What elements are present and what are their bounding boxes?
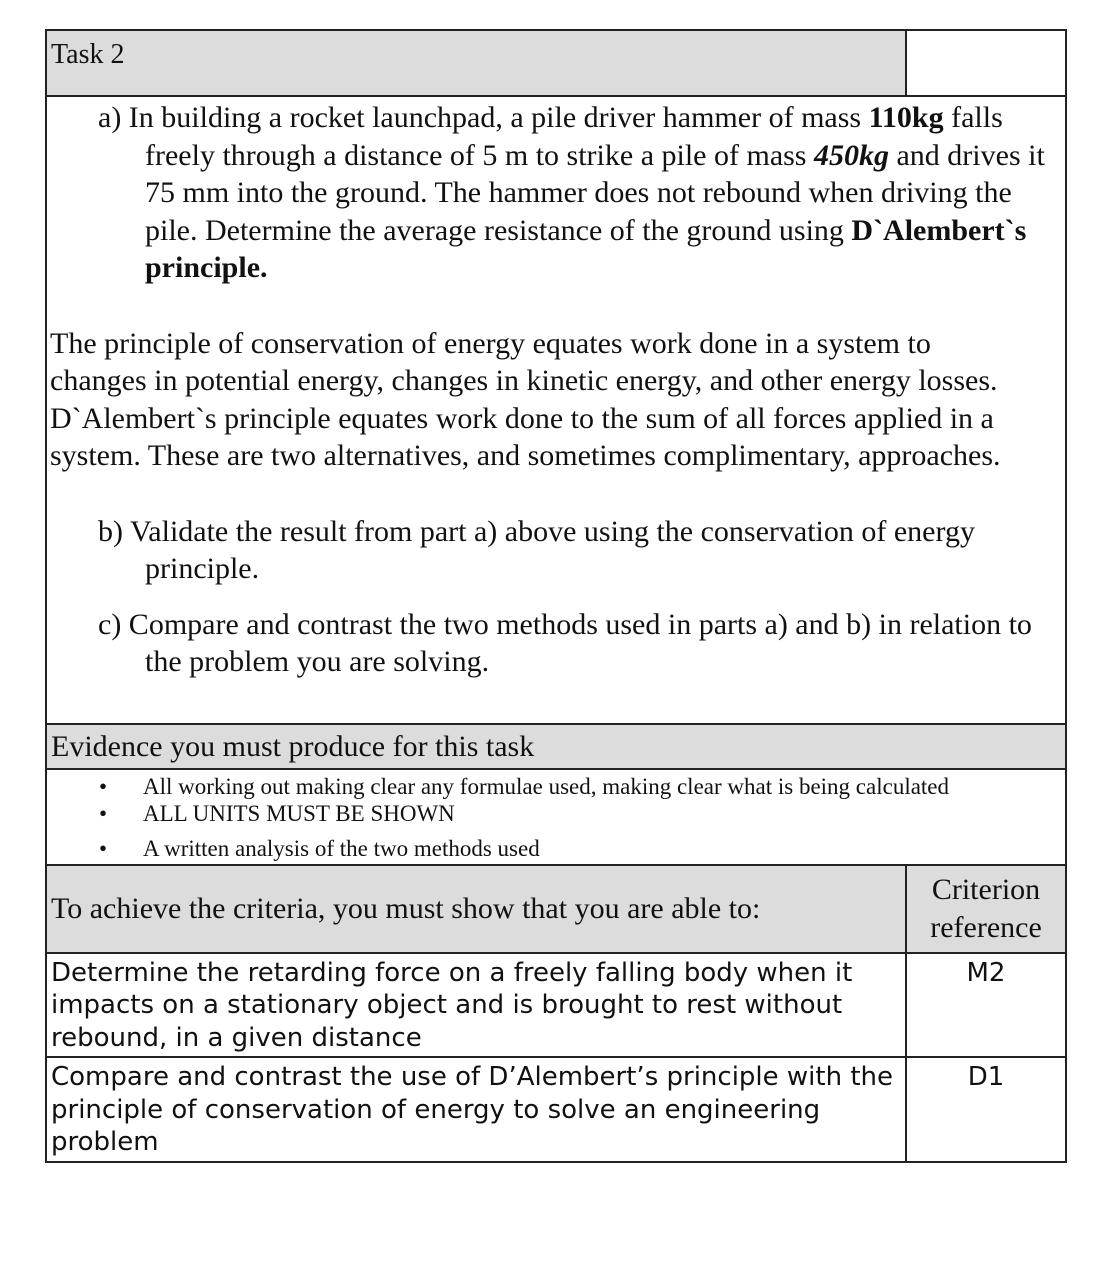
evidence-item <box>47 773 1065 800</box>
evidence-item-text: A written analysis of the two methods used <box>143 835 540 861</box>
criteria-header-row <box>46 865 1066 953</box>
hammer-mass: 110kg <box>868 101 944 134</box>
task-table <box>45 29 1067 1163</box>
pile-mass: 450kg <box>813 138 889 172</box>
question-part-c: c) Compare and contrast the two methods used in parts a) and b) in relation to the problem you are solving. <box>98 607 1032 678</box>
part-a-mid2: and drives it 75 mm into the ground. The hammer does not rebound when driving the pile. Determine the average resistance of the ground using <box>145 138 1045 247</box>
part-a-mid1: falls freely through a distance of 5 m to strike a pile of mass <box>145 101 1003 172</box>
task-header-row <box>46 30 1066 96</box>
criterion-text: Compare and contrast the use of D’Alembert’s principle with the principle of conservation of energy to solve an engineering problem <box>46 1057 906 1162</box>
criterion-text: Determine the retarding force on a freely falling body when it impacts on a stationary object and is brought to rest without rebound, in a given distance <box>46 953 906 1058</box>
criteria-row <box>46 1057 1066 1162</box>
task-mark-box <box>906 30 1066 96</box>
principle-name: D`Alembert`s principle. <box>145 213 1027 284</box>
task-title: Task 2 <box>46 30 906 96</box>
assignment-brief <box>45 29 1065 1163</box>
criterion-heading-line1: Criterion <box>931 872 1041 906</box>
intro-paragraph: The principle of conservation of energy equates work done in a system to changes in potential energy, changes in kinetic energy, and other energy losses. D`Alembert`s principle equates work done to the sum of all forces applied in a system. These are two alternatives, and sometimes complimentary, approaches. <box>50 326 1001 472</box>
bullet-icon: • <box>99 835 108 861</box>
evidence-header-row <box>46 724 1066 769</box>
bullet-icon: • <box>99 773 108 799</box>
question-part-b: b) Validate the result from part a) above using the conservation of energy principle. <box>98 514 975 585</box>
bullet-icon: • <box>99 800 108 826</box>
evidence-item <box>47 835 1065 862</box>
evidence-item <box>47 800 1065 827</box>
evidence-item-text: ALL UNITS MUST BE SHOWN <box>143 800 455 826</box>
criteria-row <box>46 953 1066 1058</box>
criterion-heading-line2: reference <box>930 910 1042 944</box>
criteria-heading: To achieve the criteria, you must show that you are able to: <box>46 865 906 953</box>
criterion-code: D1 <box>906 1057 1066 1162</box>
question-part-a <box>47 97 1065 287</box>
evidence-list-row <box>46 769 1066 865</box>
criterion-reference-heading <box>906 865 1066 953</box>
evidence-heading: Evidence you must produce for this task <box>46 724 1066 769</box>
question-body <box>46 96 1066 724</box>
question-row <box>46 96 1066 724</box>
criterion-code: M2 <box>906 953 1066 1058</box>
evidence-item-text: All working out making clear any formulae used, making clear what is being calculated <box>143 773 950 799</box>
evidence-list <box>46 769 1066 865</box>
part-a-prefix: a) In building a rocket launchpad, a pile driver hammer of mass <box>98 101 869 134</box>
